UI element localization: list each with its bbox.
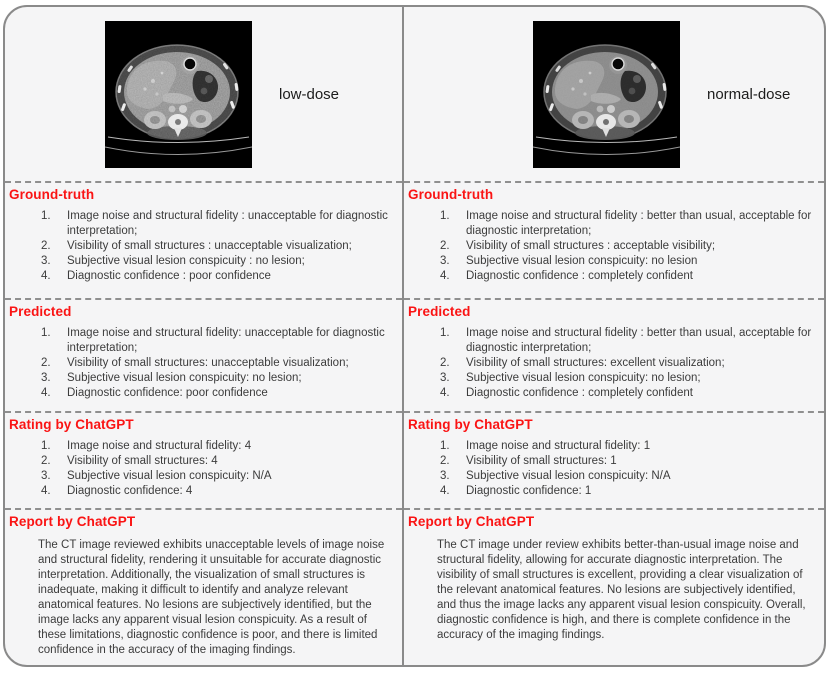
list-item: Diagnostic confidence : completely confident <box>466 387 693 399</box>
ground-truth-heading: Ground-truth <box>408 187 494 202</box>
ct-header-normal-dose <box>404 7 824 181</box>
predicted-list <box>5 326 402 401</box>
list-item: Diagnostic confidence : poor confidence <box>67 270 271 282</box>
column-normal-dose <box>404 7 824 665</box>
list-item: Visibility of small structures: excellent visualization; <box>466 357 725 369</box>
report-heading: Report by ChatGPT <box>408 514 535 529</box>
comparison-figure-panel <box>3 5 826 667</box>
predicted-heading: Predicted <box>408 304 471 319</box>
list-item: Subjective visual lesion conspicuity: no lesion <box>466 255 698 267</box>
predicted-list <box>404 326 824 401</box>
section-report-normal <box>404 508 824 665</box>
rating-heading: Rating by ChatGPT <box>408 417 533 432</box>
ct-image-normal-dose <box>533 21 680 168</box>
section-report-low <box>5 508 402 665</box>
report-paragraph: The CT image under review exhibits better-than-usual image noise and structural fidelity, allowing for accurate diagnostic interpretation. The visibility of small structures is excellent, providing a clear visualization of the relevant anatomical features. No lesions are subjectively identified, and thus the image lacks any apparent visual lesion conspicuity. Overall, diagnostic confidence is high, and there is complete confidence in the accuracy of the imaging findings. <box>437 539 806 641</box>
list-item: Subjective visual lesion conspicuity: no lesion; <box>466 372 701 384</box>
report-heading: Report by ChatGPT <box>9 514 136 529</box>
ct-header-low-dose <box>5 7 402 181</box>
list-item: Visibility of small structures: unacceptable visualization; <box>67 357 349 369</box>
report-paragraph: The CT image reviewed exhibits unacceptable levels of image noise and structural fidelity, rendering it unsuitable for accurate diagnostic interpretation. Additionally, the visualization of small structures is inadequate, making it difficult to identify and analyze relevant anatomical features. No lesions are subjectively identified, but the image lacks any apparent visual lesion conspicuity. As a result of these limitations, diagnostic confidence is poor, and there is limited confidence in the accuracy of the imaging findings. <box>38 539 385 656</box>
list-item: Subjective visual lesion conspicuity: N/A <box>67 470 272 482</box>
section-rating-normal <box>404 411 824 508</box>
list-item: Diagnostic confidence: 1 <box>466 485 592 497</box>
dose-label-low: low-dose <box>279 85 340 103</box>
section-predicted-low <box>5 298 402 411</box>
list-item: Image noise and structural fidelity: 1 <box>466 440 651 452</box>
rating-heading: Rating by ChatGPT <box>9 417 134 432</box>
list-item: Image noise and structural fidelity : better than usual, acceptable for diagnostic interpretation; <box>466 210 812 237</box>
list-item: Diagnostic confidence : completely confident <box>466 270 693 282</box>
section-rating-low <box>5 411 402 508</box>
list-item: Diagnostic confidence: poor confidence <box>67 387 268 399</box>
rating-list <box>5 439 402 499</box>
list-item: Visibility of small structures: 4 <box>67 455 218 467</box>
list-item: Diagnostic confidence: 4 <box>67 485 193 497</box>
list-item: Image noise and structural fidelity : unacceptable for diagnostic interpretation; <box>67 210 388 237</box>
list-item: Subjective visual lesion conspicuity: no lesion; <box>67 372 302 384</box>
list-item: Image noise and structural fidelity: 4 <box>67 440 252 452</box>
list-item: Visibility of small structures: 1 <box>466 455 617 467</box>
section-predicted-normal <box>404 298 824 411</box>
ground-truth-list <box>5 209 402 284</box>
ground-truth-list <box>404 209 824 284</box>
predicted-heading: Predicted <box>9 304 72 319</box>
ct-image-low-dose <box>105 21 252 168</box>
list-item: Visibility of small structures : unacceptable visualization; <box>67 240 352 252</box>
list-item: Subjective visual lesion conspicuity : no lesion; <box>67 255 305 267</box>
section-ground-truth-normal <box>404 181 824 298</box>
rating-list <box>404 439 824 499</box>
list-item: Image noise and structural fidelity : better than usual, acceptable for diagnostic interpretation; <box>466 327 812 354</box>
noise-overlay-strong <box>116 45 238 139</box>
list-item: Subjective visual lesion conspicuity: N/A <box>466 470 671 482</box>
section-ground-truth-low <box>5 181 402 298</box>
noise-overlay-light <box>544 45 666 139</box>
dose-label-normal: normal-dose <box>707 85 791 103</box>
column-low-dose <box>5 7 404 665</box>
list-item: Visibility of small structures : acceptable visibility; <box>466 240 716 252</box>
list-item: Image noise and structural fidelity: unacceptable for diagnostic interpretation; <box>67 327 385 354</box>
ground-truth-heading: Ground-truth <box>9 187 95 202</box>
